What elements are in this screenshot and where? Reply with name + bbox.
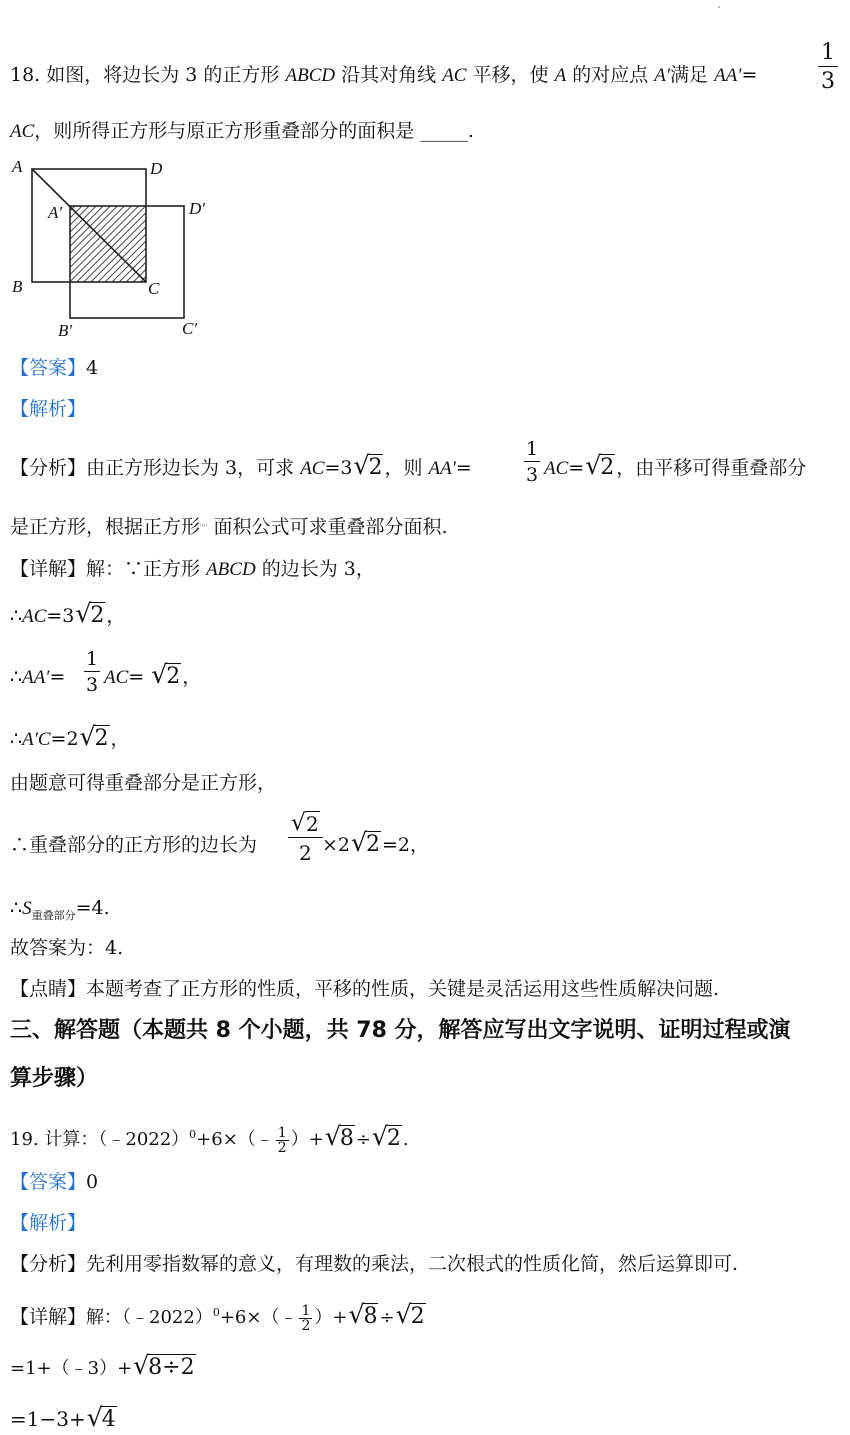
therefore: ∴ [10,897,23,919]
exponent: 0 [212,1306,220,1319]
answer-tag: 【答案】 [10,1171,87,1193]
analysis-heading [10,1210,86,1236]
sqrt: √ 8 [348,1300,378,1329]
radicand: 8÷2 [148,1355,195,1380]
heading-line1: 三、解答题（本题共 8 个小题，共 78 分，解答应写出文字说明、证明过程或演 [10,1018,791,1043]
q18-text: ，则所得正方形与原正方形重叠部分的面积是 [34,120,421,142]
radicand: 2 [410,1304,425,1329]
text: =2， [382,834,430,856]
text: =1−3+ [10,1407,86,1431]
text: ∴重叠部分的正方形的边长为 [10,834,258,856]
step-side-length [10,832,257,858]
math-ac: AC [300,458,325,479]
section-heading-cont [10,1066,98,1092]
denominator: 3 [821,69,835,94]
sqrt: √ 2 [353,451,383,480]
heading-line2: 算步骤） [10,1066,99,1091]
xiangjie-tag: 【详解】 [10,558,87,580]
text: ， [182,666,202,688]
text: ， [106,605,126,627]
tiny-mark: ⁽ⁿ⁾ [200,522,208,531]
therefore: ∴ [10,728,23,750]
calc-step-1 [10,1351,197,1382]
exponent: 0 [189,1128,197,1141]
numerator: 1 [86,648,99,670]
divide: ÷ [379,1307,395,1328]
step-area [10,895,110,929]
q18-text: 如图，将边长为 3 的正方形 [46,64,286,86]
text: = [49,666,66,688]
step-ac [10,599,126,630]
text: ×2 [322,834,351,856]
fraction [288,810,323,868]
sqrt: √ 8 [324,1122,354,1151]
sqrt: √ 2 [75,599,105,628]
xiangjie-line [10,556,375,583]
subscript: 重叠部分 [31,908,76,922]
math-s: S [22,898,32,919]
dianjing-tag: 【点睛】 [10,978,87,1000]
therefore: ∴ [10,666,23,688]
math-abcd: ABCD [206,559,256,580]
radicand: 2 [368,455,383,480]
step-side-length-tail [322,828,430,858]
answer-tag: 【答案】 [10,357,87,379]
math-ac: AC [442,65,467,86]
text: =4. [75,897,110,919]
q18-text: 沿其对角线 [335,64,443,86]
answer-line [10,355,98,381]
denominator: 2 [299,841,312,865]
denominator: 2 [301,1317,311,1334]
text: 计算：（﹣2022） [38,1129,190,1150]
text: =2 [50,728,79,750]
math-ac: AC [104,667,129,688]
text: 故答案为：4. [10,937,124,959]
math-ac: AC [544,458,569,479]
label-cp: C′ [182,319,198,338]
text: ）+ [290,1129,324,1150]
q18-fraction [818,40,838,97]
fraction [524,438,540,489]
sqrt: √ 2 [291,810,319,836]
radicand: 8 [339,1126,354,1151]
text: 由题意可得重叠部分是正方形， [10,772,277,794]
analysis-tag: 【解析】 [10,1212,87,1234]
dianjing-line [10,976,719,1002]
analysis-tag: 【解析】 [10,398,87,420]
fenxi-line [10,1251,738,1277]
radicand: 2 [90,603,105,628]
sqrt: √ 2 [79,722,109,751]
denominator: 2 [277,1139,287,1156]
text: 由正方形边长为 3，可求 [86,457,301,479]
analysis-heading [10,396,86,422]
fraction [299,1304,312,1333]
math-aap: AA′ [714,65,742,86]
math-ac: AC [22,606,47,627]
xiangjie-tag: 【详解】 [10,1306,87,1328]
text: ，由平移可得重叠部分 [616,457,807,479]
xiangjie-line [10,1300,427,1333]
radicand: 2 [306,812,319,836]
text: 本题考查了正方形的性质，平移的性质，关键是灵活运用这些性质解决问题. [86,978,720,1000]
sqrt: √ 4 [86,1403,116,1432]
section-heading [10,1018,791,1044]
text: =3 [324,457,353,479]
fraction [84,648,100,699]
fenxi-line1 [10,451,472,482]
denominator: 3 [86,674,99,696]
q18-text: 满足 [670,64,715,86]
text: 解：∵正方形 [86,558,207,580]
equals: = [741,64,758,86]
label-b: B [12,277,23,296]
math-a: A [554,65,567,86]
numerator: 1 [301,1302,311,1319]
sqrt: √ 2 [151,660,181,689]
text: ，则 [384,457,429,479]
math-ap: A′ [654,65,671,86]
therefore: ∴ [10,605,23,627]
label-a: A [12,157,23,176]
fenxi-tag: 【分析】 [10,1253,87,1275]
radicand: 2 [386,1126,401,1151]
text: ）+ [314,1307,348,1328]
label-bp: B′ [58,321,73,340]
numerator [288,810,323,838]
sqrt: √ 2 [395,1300,425,1329]
numerator: 1 [526,438,539,460]
step-aap-tail [104,660,202,691]
divide: ÷ [355,1129,371,1150]
math-ac: AC [10,121,35,142]
q18-text: 的对应点 [566,64,655,86]
math-aap: AA′ [22,667,50,688]
q18-text: . [467,120,474,142]
step-aap [10,664,65,691]
text: =3 [46,605,75,627]
square-translation-figure [8,152,223,342]
math-aap: AA′ [428,458,456,479]
text: = [128,666,145,688]
math-apc: A′C [22,729,51,750]
question-number: 19. [10,1129,39,1150]
sqrt: √ 8÷2 [133,1351,195,1380]
sqrt: √ 2 [351,828,381,857]
q18-line1 [10,62,757,89]
text: +6×（﹣ [196,1129,274,1150]
text: 是正方形，根据正方形 [10,516,201,538]
answer-blank: _____ [420,120,468,142]
step-apc [10,722,130,753]
radicand: 4 [101,1407,116,1432]
radicand: 2 [94,726,109,751]
q18-text: 平移，使 [466,64,555,86]
text: 先利用零指数幂的意义，有理数的乘法，二次根式的性质化简，然后运算即可. [86,1253,739,1275]
corner-speck [718,6,720,8]
radicand: 8 [363,1304,378,1329]
text: 的边长为 3， [255,558,375,580]
label-dp: D′ [189,199,205,218]
answer-value: 0 [86,1171,99,1193]
calc-step-2 [10,1403,118,1433]
text: +6×（﹣ [219,1307,298,1328]
fenxi-line2 [10,514,448,540]
fraction [276,1126,289,1155]
denominator: 3 [526,464,539,486]
radicand: 2 [366,832,381,857]
text: ， [110,728,130,750]
q19-line [10,1122,409,1155]
math-abcd: ABCD [285,65,336,86]
numerator: 1 [818,40,838,67]
answer-line [10,1169,98,1195]
fenxi-tag: 【分析】 [10,457,87,479]
question-number: 18. [10,64,41,86]
text: 面积公式可求重叠部分面积. [207,516,448,538]
step-overlap-square [10,770,276,796]
text: 解：（﹣2022） [86,1307,213,1328]
step-final [10,935,123,961]
q18-line2 [10,118,474,145]
sqrt: √ 2 [585,451,615,480]
text: =1+（﹣3）+ [10,1358,133,1379]
fenxi-line1-tail [544,451,807,482]
numerator: 1 [277,1124,287,1141]
sqrt: √ 2 [371,1122,401,1151]
text: . [402,1129,409,1150]
answer-value: 4 [86,357,99,379]
label-ap: A′ [48,203,63,222]
text: = [568,457,585,479]
text: = [455,457,472,479]
label-c: C [148,279,160,298]
radicand: 2 [600,455,615,480]
label-d: D [150,159,163,178]
radicand: 2 [166,664,181,689]
